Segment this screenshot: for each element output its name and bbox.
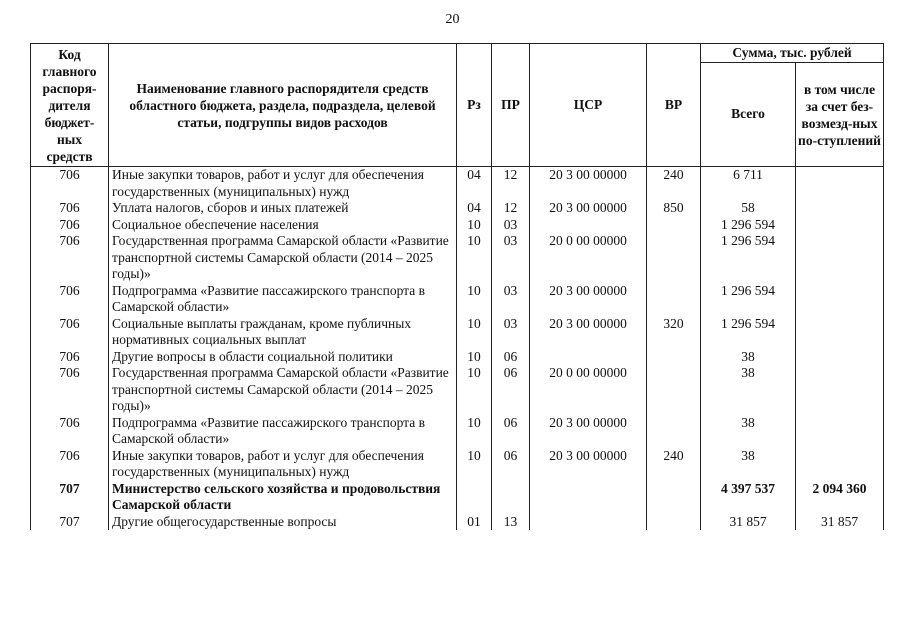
cell-free [796,316,884,349]
cell-rz: 10 [457,217,492,234]
table-row [31,349,884,366]
cell-csr: 20 3 00 00000 [530,316,647,349]
header-sum: Сумма, тыс. рублей [701,44,884,63]
table-body [31,167,884,531]
cell-vr [647,365,701,415]
cell-vr [647,349,701,366]
table-row [31,316,884,349]
cell-code: 707 [31,514,109,531]
cell-name: Иные закупки товаров, работ и услуг для обеспечения государственных (муниципальных) нужд [109,448,457,481]
cell-vr [647,233,701,283]
cell-free [796,349,884,366]
cell-name: Уплата налогов, сборов и иных платежей [109,200,457,217]
cell-vr [647,514,701,531]
cell-csr: 20 3 00 00000 [530,200,647,217]
cell-pr: 13 [492,514,530,531]
table-row [31,233,884,283]
cell-csr: 20 0 00 00000 [530,365,647,415]
cell-pr: 03 [492,316,530,349]
cell-free [796,283,884,316]
cell-rz: 04 [457,167,492,201]
cell-rz: 10 [457,316,492,349]
header-csr: ЦСР [530,44,647,167]
cell-vr [647,283,701,316]
cell-pr: 06 [492,349,530,366]
cell-name: Государственная программа Самарской области «Развитие транспортной системы Самарской области (2014 – 2025 годы)» [109,233,457,283]
cell-code: 707 [31,481,109,514]
table-row [31,283,884,316]
cell-name: Социальные выплаты гражданам, кроме публичных нормативных социальных выплат [109,316,457,349]
cell-csr: 20 3 00 00000 [530,415,647,448]
cell-free [796,365,884,415]
cell-rz: 10 [457,448,492,481]
table-header [31,44,884,167]
cell-free [796,217,884,234]
cell-code: 706 [31,349,109,366]
cell-total: 38 [701,365,796,415]
cell-vr: 240 [647,448,701,481]
cell-name: Другие вопросы в области социальной политики [109,349,457,366]
cell-total: 1 296 594 [701,316,796,349]
cell-csr: 20 3 00 00000 [530,283,647,316]
table-row [31,481,884,514]
cell-pr: 06 [492,365,530,415]
cell-rz: 04 [457,200,492,217]
cell-csr [530,481,647,514]
cell-pr: 03 [492,283,530,316]
cell-csr [530,217,647,234]
cell-code: 706 [31,415,109,448]
cell-csr [530,514,647,531]
cell-code: 706 [31,283,109,316]
cell-name: Подпрограмма «Развитие пассажирского транспорта в Самарской области» [109,283,457,316]
cell-pr: 03 [492,217,530,234]
cell-name: Подпрограмма «Развитие пассажирского транспорта в Самарской области» [109,415,457,448]
table-row [31,217,884,234]
cell-total: 1 296 594 [701,233,796,283]
cell-csr: 20 0 00 00000 [530,233,647,283]
cell-free: 2 094 360 [796,481,884,514]
header-vr: ВР [647,44,701,167]
table-row [31,514,884,531]
cell-rz: 10 [457,415,492,448]
cell-vr: 320 [647,316,701,349]
cell-vr [647,415,701,448]
cell-vr: 240 [647,167,701,201]
cell-rz [457,481,492,514]
cell-total: 1 296 594 [701,217,796,234]
cell-name: Другие общегосударственные вопросы [109,514,457,531]
cell-total: 31 857 [701,514,796,531]
header-name: Наименование главного распорядителя средств областного бюджета, раздела, подраздела, целевой статьи, подгруппы видов расходов [109,44,457,167]
cell-pr: 03 [492,233,530,283]
cell-name: Государственная программа Самарской области «Развитие транспортной системы Самарской области (2014 – 2025 годы)» [109,365,457,415]
cell-csr [530,349,647,366]
header-code: Код главного распоря-дителя бюджет-ных средств [31,44,109,167]
cell-rz: 01 [457,514,492,531]
budget-table [30,43,884,530]
cell-code: 706 [31,365,109,415]
cell-vr [647,217,701,234]
table-row [31,415,884,448]
header-pr: ПР [492,44,530,167]
cell-csr: 20 3 00 00000 [530,448,647,481]
header-total: Всего [701,63,796,167]
cell-code: 706 [31,233,109,283]
cell-free: 31 857 [796,514,884,531]
cell-pr: 06 [492,415,530,448]
table-row [31,365,884,415]
cell-code: 706 [31,200,109,217]
cell-code: 706 [31,167,109,201]
cell-free [796,415,884,448]
cell-rz: 10 [457,283,492,316]
cell-total: 58 [701,200,796,217]
cell-free [796,200,884,217]
cell-name: Иные закупки товаров, работ и услуг для обеспечения государственных (муниципальных) нужд [109,167,457,201]
cell-vr: 850 [647,200,701,217]
cell-total: 1 296 594 [701,283,796,316]
table-row [31,448,884,481]
cell-name: Социальное обеспечение населения [109,217,457,234]
cell-total: 4 397 537 [701,481,796,514]
cell-free [796,448,884,481]
cell-rz: 10 [457,349,492,366]
header-rz: Рз [457,44,492,167]
cell-pr: 12 [492,167,530,201]
cell-free [796,233,884,283]
header-including-free: в том числе за счет без-возмезд-ных по-ступлений [796,63,884,167]
cell-total: 38 [701,448,796,481]
cell-rz: 10 [457,365,492,415]
cell-rz: 10 [457,233,492,283]
cell-csr: 20 3 00 00000 [530,167,647,201]
cell-code: 706 [31,217,109,234]
cell-code: 706 [31,316,109,349]
cell-name: Министерство сельского хозяйства и продовольствия Самарской области [109,481,457,514]
cell-code: 706 [31,448,109,481]
cell-total: 38 [701,415,796,448]
cell-total: 38 [701,349,796,366]
cell-vr [647,481,701,514]
page-number: 20 [445,12,460,27]
cell-free [796,167,884,201]
cell-pr: 12 [492,200,530,217]
cell-pr [492,481,530,514]
cell-total: 6 711 [701,167,796,201]
table-row [31,200,884,217]
table-row [31,167,884,201]
cell-pr: 06 [492,448,530,481]
